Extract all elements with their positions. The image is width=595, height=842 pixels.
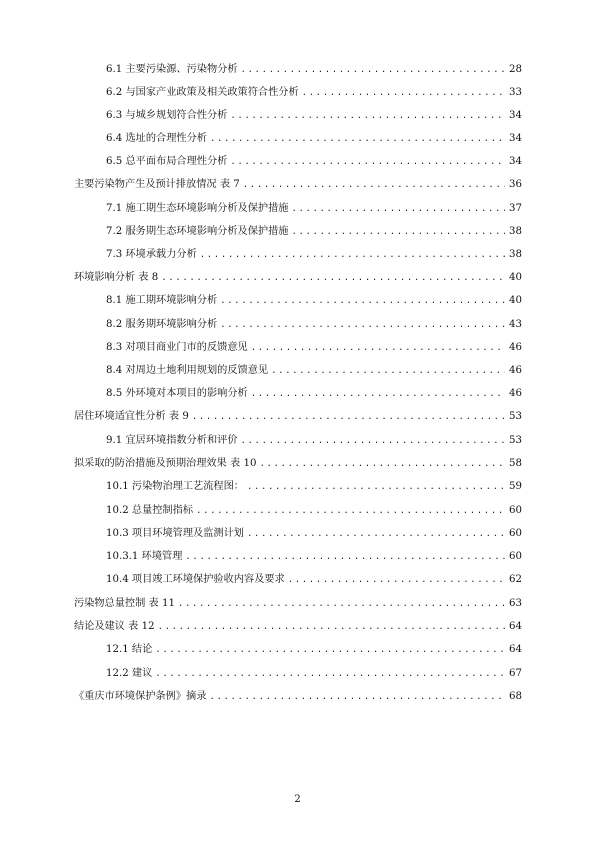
toc-leader-dots [196, 504, 505, 518]
toc-entry[interactable] [74, 271, 522, 285]
toc-entry-page: 67 [509, 668, 522, 679]
toc-entry-label: 10.3.1 环境管理 [106, 551, 183, 562]
toc-entry-page: 40 [509, 272, 522, 283]
toc-entry-label: 8.1 施工期环境影响分析 [106, 295, 218, 306]
toc-leader-dots [302, 86, 505, 100]
toc-entry-page: 43 [509, 319, 522, 330]
toc-entry[interactable] [106, 202, 522, 216]
toc-leader-dots [241, 434, 505, 448]
toc-entry-page: 34 [509, 133, 522, 144]
toc-entry-page: 38 [509, 249, 522, 260]
toc-entry-label: 10.2 总量控制指标 [106, 505, 194, 516]
toc-entry-label: 6.4 选址的合理性分析 [106, 133, 207, 144]
toc-entry-page: 60 [509, 505, 522, 516]
toc-entry[interactable] [106, 341, 522, 355]
toc-entry[interactable] [106, 132, 522, 146]
toc-leader-dots [210, 132, 505, 146]
toc-entry-label: 结论及建议 表 12 [74, 621, 155, 632]
toc-entry-page: 40 [509, 295, 522, 306]
toc-entry-label: 10.3 项目环境管理及监测计划 [106, 528, 244, 539]
toc-entry-label: 12.1 结论 [106, 644, 153, 655]
toc-entry-label: 居住环境适宜性分析 表 9 [74, 411, 189, 422]
toc-entry[interactable] [106, 387, 522, 401]
toc-leader-dots [247, 527, 505, 541]
toc-entry-label: 环境影响分析 表 8 [74, 272, 159, 283]
toc-entry[interactable] [106, 573, 522, 587]
toc-entry-page: 37 [509, 203, 522, 214]
toc-entry-page: 64 [509, 621, 522, 632]
toc-entry[interactable] [106, 63, 522, 77]
toc-entry-page: 46 [509, 342, 522, 353]
toc-entry-page: 60 [509, 551, 522, 562]
toc-entry[interactable] [106, 434, 522, 448]
toc-entry[interactable] [106, 294, 522, 308]
toc-entry[interactable] [106, 504, 522, 518]
toc-entry-label: 7.1 施工期生态环境影响分析及保护措施 [106, 203, 289, 214]
toc-entry-label: 12.2 建议 [106, 668, 153, 679]
toc-entry-page: 36 [509, 179, 522, 190]
toc-entry-page: 34 [509, 110, 522, 121]
toc-entry-page: 53 [509, 435, 522, 446]
toc-leader-dots [259, 457, 505, 471]
toc-entry-page: 53 [509, 411, 522, 422]
toc-entry-label: 拟采取的防治措施及预期治理效果 表 10 [74, 458, 257, 469]
toc-entry-label: 10.4 项目竣工环境保护验收内容及要求 [106, 574, 285, 585]
toc-leader-dots [220, 294, 505, 308]
toc-entry-label: 9.1 宜居环境指数分析和评价 [106, 435, 238, 446]
toc-entry[interactable] [106, 480, 522, 494]
toc-entry-label: 8.2 服务期环境影响分析 [106, 319, 218, 330]
toc-entry-label: 8.4 对周边土地利用规划的反馈意见 [106, 365, 269, 376]
toc-entry[interactable] [106, 643, 522, 657]
toc-entry-label: 6.5 总平面布局合理性分析 [106, 156, 228, 167]
toc-leader-dots [271, 364, 505, 378]
toc-entry[interactable] [106, 109, 522, 123]
toc-entry-label: 6.1 主要污染源、污染物分析 [106, 64, 238, 75]
toc-entry[interactable] [74, 690, 522, 704]
toc-entry[interactable] [106, 318, 522, 332]
toc-entry-label: 污染物总量控制 表 11 [74, 598, 175, 609]
toc-entry-page: 33 [509, 87, 522, 98]
toc-leader-dots [288, 573, 505, 587]
toc-leader-dots [243, 178, 505, 192]
toc-leader-dots [155, 643, 505, 657]
toc-entry-page: 59 [509, 481, 522, 492]
toc-entry[interactable] [106, 248, 522, 262]
toc-entry[interactable] [106, 667, 522, 681]
toc-entry-page: 62 [509, 574, 522, 585]
toc-entry-page: 46 [509, 365, 522, 376]
toc-entry-label: 7.2 服务期生态环境影响分析及保护措施 [106, 226, 289, 237]
toc-entry[interactable] [106, 550, 522, 564]
toc-leader-dots [251, 387, 505, 401]
toc-entry-label: 主要污染物产生及预计排放情况 表 7 [74, 179, 240, 190]
toc-entry[interactable] [74, 410, 522, 424]
toc-entry[interactable] [106, 86, 522, 100]
toc-leader-dots [291, 202, 505, 216]
toc-leader-dots [230, 155, 505, 169]
toc-entry-page: 28 [509, 64, 522, 75]
toc-leader-dots [251, 341, 505, 355]
toc-entry-label: 10.1 污染物治理工艺流程图： [106, 481, 244, 492]
toc-leader-dots [158, 620, 505, 634]
page-number: 2 [294, 794, 301, 805]
toc-entry-page: 46 [509, 388, 522, 399]
toc-leader-dots [209, 690, 505, 704]
toc-entry-label: 8.5 外环境对本项目的影响分析 [106, 388, 248, 399]
toc-leader-dots [178, 597, 505, 611]
toc-leader-dots [291, 225, 505, 239]
toc-entry-page: 68 [509, 691, 522, 702]
toc-leader-dots [247, 480, 505, 494]
toc-entry[interactable] [74, 178, 522, 192]
toc-entry-page: 63 [509, 598, 522, 609]
toc-leader-dots [200, 248, 505, 262]
toc-entry-page: 38 [509, 226, 522, 237]
toc-entry-label: 7.3 环境承载力分析 [106, 249, 197, 260]
toc-entry-page: 34 [509, 156, 522, 167]
toc-entry-label: 8.3 对项目商业门市的反馈意见 [106, 342, 248, 353]
toc-entry[interactable] [106, 527, 522, 541]
toc-leader-dots [230, 109, 505, 123]
toc-entry-label: 6.3 与城乡规划符合性分析 [106, 110, 228, 121]
toc-entry-page: 60 [509, 528, 522, 539]
toc-leader-dots [241, 63, 505, 77]
toc-entry[interactable] [74, 597, 522, 611]
toc-entry[interactable] [106, 225, 522, 239]
toc-entry[interactable] [106, 364, 522, 378]
toc-entry-page: 64 [509, 644, 522, 655]
toc-entry[interactable] [106, 155, 522, 169]
toc-entry-page: 58 [509, 458, 522, 469]
toc-entry[interactable] [74, 457, 522, 471]
toc-leader-dots [220, 318, 505, 332]
toc-entry-label: 6.2 与国家产业政策及相关政策符合性分析 [106, 87, 299, 98]
toc-leader-dots [185, 550, 505, 564]
toc-leader-dots [192, 410, 505, 424]
toc-leader-dots [155, 667, 505, 681]
toc-entry-label: 《重庆市环境保护条例》摘录 [74, 691, 207, 702]
toc-leader-dots [161, 271, 505, 285]
toc-entry[interactable] [74, 620, 522, 634]
